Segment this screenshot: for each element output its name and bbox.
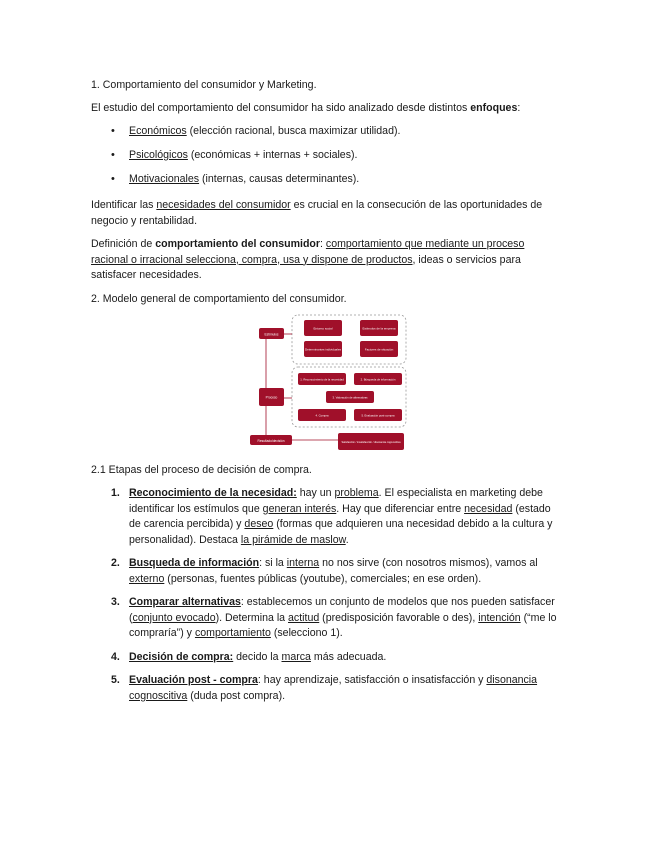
identify-post: es crucial en la consecución de las oportunidades de negocio y rentabilidad.	[91, 199, 543, 227]
steps-list	[91, 486, 561, 712]
approach-term: Motivacionales	[129, 173, 200, 185]
step-term: intención	[478, 611, 521, 624]
step-text: (duda post compra).	[187, 689, 286, 702]
step-term: Busqueda de información	[129, 557, 260, 569]
step-text: (estado de carencia percibida) y	[129, 502, 551, 530]
mid-box-label: 4. Compra	[315, 413, 329, 418]
step-text: (personas, fuentes públicas (youtube), comerciales; en ese orden).	[164, 572, 482, 585]
list-item	[91, 556, 561, 587]
step-term: externo	[129, 572, 165, 585]
step-term: Comparar alternativas	[129, 596, 241, 608]
list-item	[91, 595, 561, 642]
intro-bold: enfoques	[470, 102, 518, 114]
approach-term: Económicos	[129, 125, 187, 137]
approaches-list	[91, 124, 400, 196]
mid-box-label: 2. Búsqueda de información	[360, 377, 396, 382]
step-term: comportamiento	[194, 627, 271, 639]
consumer-behavior-diagram	[248, 312, 408, 454]
intro-end: :	[517, 102, 521, 114]
identify-paragraph	[91, 198, 551, 229]
step-text: (formas que adquieren una necesidad debido a la cultura y personalidad). Destaca	[129, 518, 553, 546]
definition-link: comportamiento que mediante un proceso racional o irracional selecciona, compra, usa y dispone de productos	[91, 238, 525, 266]
step-term: marca	[281, 650, 311, 663]
definition-colon: :	[320, 238, 326, 250]
step-text: . El especialista en marketing debe identificar los estímulos que	[129, 487, 543, 515]
step-term: interna	[286, 557, 320, 569]
step-text: (predisposición favorable o des),	[319, 611, 479, 624]
step-text: decido la	[233, 650, 282, 663]
top-box-label: Determinantes individuales	[304, 347, 342, 352]
list-item	[91, 673, 561, 704]
top-box-label: Estímulos de la empresa	[362, 326, 396, 331]
mid-box-label: 5. Evaluación post-compra	[361, 413, 395, 418]
section-heading-2: 2. Modelo general de comportamiento del consumidor.	[91, 293, 347, 305]
definition-pre: Definición de	[91, 238, 156, 250]
definition-post: , ideas o servicios para satisfacer necesidades.	[91, 253, 521, 281]
step-term: Evaluación post - compra	[129, 674, 258, 686]
step-term: Reconocimiento de la necesidad:	[129, 487, 297, 499]
intro-paragraph	[91, 101, 520, 117]
definition-bold: comportamiento del consumidor	[155, 238, 321, 250]
step-term: actitud	[288, 611, 320, 624]
mid-box-label: 3. Valoración de alternativas	[332, 395, 368, 400]
step-term: conjunto evocado	[132, 611, 216, 624]
step-term: disonancia cognoscitiva	[129, 674, 538, 702]
list-item	[91, 124, 400, 148]
step-text: .	[345, 533, 349, 546]
section-heading-1: 1. Comportamiento del consumidor y Marketing.	[91, 79, 317, 91]
step-text: : establecemos un conjunto de modelos que nos pueden satisfacer (	[129, 596, 555, 624]
step-term: necesidad	[464, 502, 513, 515]
step-text: más adecuada.	[310, 650, 387, 663]
step-term: la pirámide de maslow	[240, 533, 346, 546]
step-text: ). Determina la	[215, 611, 289, 624]
list-item	[91, 486, 561, 548]
step-term: problema	[334, 487, 379, 499]
left-input-label: Estímulos	[264, 332, 279, 337]
step-term: Decisión de compra:	[129, 650, 234, 663]
step-term: generan interés	[262, 502, 337, 515]
approach-desc: (internas, causas determinantes).	[199, 173, 360, 185]
left-process-label: Proceso	[265, 395, 278, 400]
step-text: (“me lo compraría”) y	[129, 611, 557, 639]
definition-paragraph	[91, 237, 551, 284]
step-text: . Hay que diferenciar entre	[336, 502, 465, 515]
intro-text: El estudio del comportamiento del consumidor ha sido analizado desde distintos	[91, 102, 471, 114]
left-output-label: Resultado/decisión	[257, 439, 285, 443]
step-text: (selecciono 1).	[270, 627, 343, 639]
step-number: 1.	[111, 487, 120, 499]
step-number: 2.	[111, 557, 120, 569]
top-box-label: Entorno social	[313, 326, 333, 331]
list-item	[91, 172, 400, 196]
step-text: hay un	[296, 487, 335, 499]
step-number: 5.	[111, 674, 120, 686]
bottom-box-label: Satisfacción / insatisfacción / disonancia cognoscitiva	[341, 441, 401, 444]
identify-link: necesidades del consumidor	[156, 199, 291, 211]
mid-box-label: 1. Reconocimiento de la necesidad	[300, 377, 344, 382]
step-text: : si la	[259, 557, 287, 569]
step-number: 4.	[111, 650, 120, 663]
approach-desc: (elección racional, busca maximizar utilidad).	[186, 125, 401, 137]
approach-desc: (económicas + internas + sociales).	[187, 149, 358, 161]
list-item	[91, 650, 561, 666]
step-text: no nos sirve (con nosotros mismos), vamos al	[319, 557, 538, 569]
step-number: 3.	[111, 596, 120, 608]
step-text: : hay aprendizaje, satisfacción o insatisfacción y	[257, 674, 487, 686]
list-item	[91, 148, 400, 172]
diagram-svg	[248, 312, 408, 454]
step-term: deseo	[244, 518, 274, 530]
identify-pre: Identificar las	[91, 199, 157, 211]
top-box-label: Factores de situación	[364, 347, 394, 352]
section-heading-2-1: 2.1 Etapas del proceso de decisión de compra.	[91, 464, 312, 476]
approach-term: Psicológicos	[129, 149, 188, 161]
